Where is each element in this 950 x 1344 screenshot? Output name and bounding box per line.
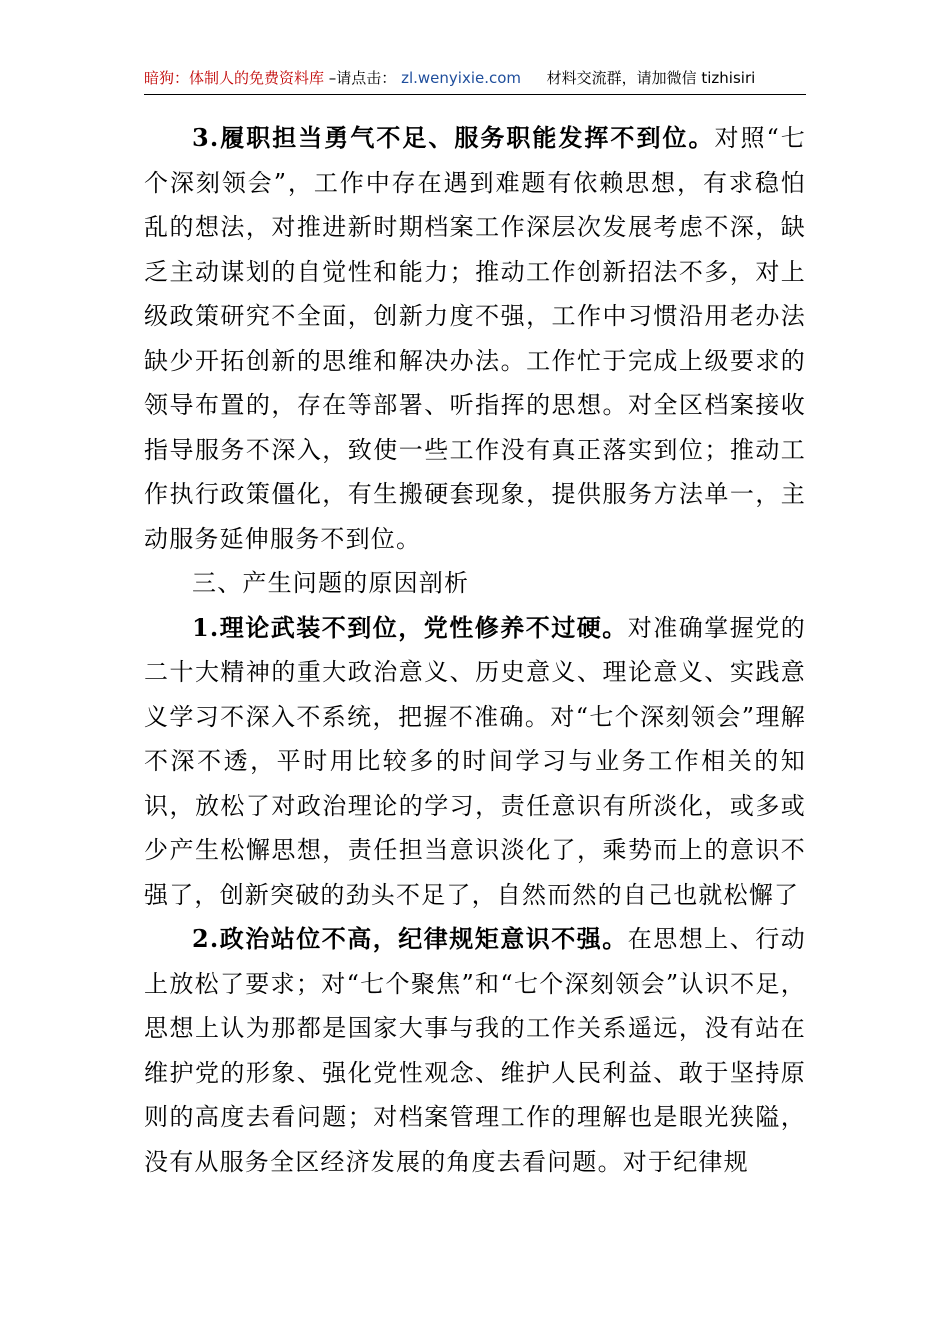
- paragraph-text: 在思想上、行动上放松了要求；对“七个聚焦”和“七个深刻领会”认识不足，思想上认为那都是国家大事与我的工作关系遥远，没有站在维护党的形象、强化党性观念、维护人民利益、敢于坚持原则的高度去看问题；对档案管理工作的理解也是眼光狭隘，没有从服务全区经济发展的角度去看问题。对于纪律规: [144, 925, 806, 1176]
- paragraph-text: 对准确掌握党的二十大精神的重大政治意义、历史意义、理论意义、实践意义学习不深入不系统，把握不准确。对“七个深刻领会”理解不深不透，平时用比较多的时间学习与业务工作相关的知识，放松了对政治理论的学习，责任意识有所淡化，或多或少产生松懈思想，责任担当意识淡化了，乘势而上的意识不强了，创新突破的劲头不足了，自然而然的自己也就松懈了: [144, 613, 806, 909]
- paragraph-lead: 2.政治站位不高，纪律规矩意识不强。: [192, 924, 628, 953]
- paragraph-lead: 1.理论武装不到位，党性修养不过硬。: [192, 612, 628, 642]
- paragraph-cause-2: [144, 917, 806, 1184]
- paragraph-cause-1: [144, 606, 806, 918]
- section-heading-3: [144, 561, 806, 606]
- link-prompt: –请点击：: [328, 69, 397, 87]
- site-name: 暗狗：体制人的免费资料库: [144, 69, 325, 87]
- paragraph-lead: 3.履职担当勇气不足、服务职能发挥不到位。: [192, 123, 715, 152]
- paragraph-item-3: [144, 116, 806, 561]
- document-body: [144, 116, 806, 1184]
- section-heading-text: 三、产生问题的原因剖析: [192, 569, 470, 597]
- wechat-note: 材料交流群，请加微信 tizhisiri: [546, 69, 756, 87]
- page-header: [144, 62, 806, 95]
- site-url-link[interactable]: zl.wenyixie.com: [401, 69, 522, 87]
- paragraph-text: 对照“七个深刻领会”，工作中存在遇到难题有依赖思想，有求稳怕乱的想法，对推进新时期档案工作深层次发展考虑不深，缺乏主动谋划的自觉性和能力；推动工作创新招法不多，对上级政策研究不全面，创新力度不强，工作中习惯沿用老办法缺少开拓创新的思维和解决办法。工作忙于完成上级要求的领导布置的，存在等部署、听指挥的思想。对全区档案接收指导服务不深入，致使一些工作没有真正落实到位；推动工作执行政策僵化，有生搬硬套现象，提供服务方法单一，主动服务延伸服务不到位。: [144, 124, 806, 553]
